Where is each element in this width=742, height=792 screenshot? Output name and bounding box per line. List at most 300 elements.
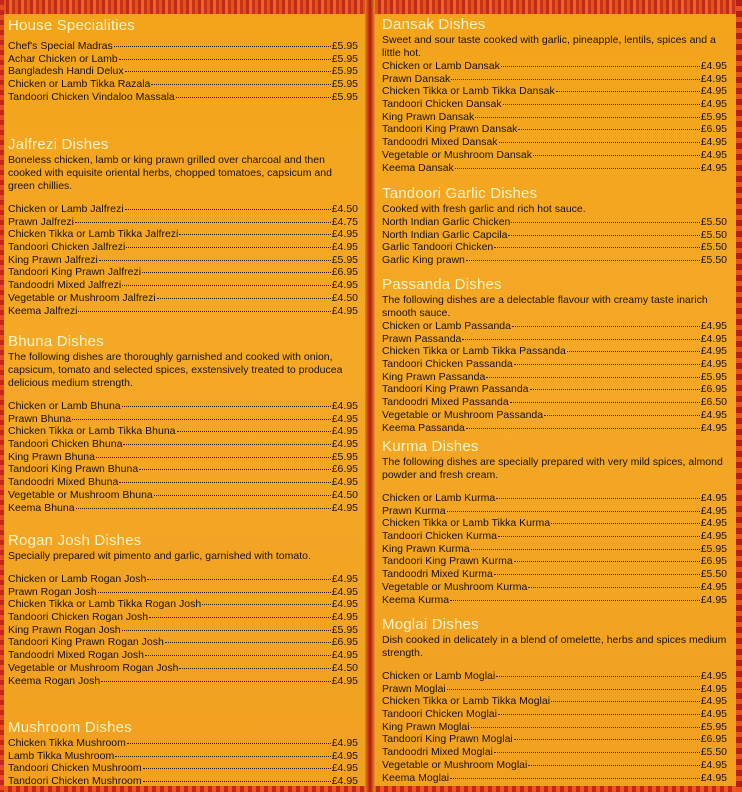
dot-leader	[151, 84, 330, 85]
menu-item-name: Bangladesh Handi Delux	[8, 65, 124, 78]
menu-item	[382, 695, 727, 708]
dot-leader	[528, 587, 699, 588]
menu-item-price: £6.95	[700, 555, 727, 568]
menu-item-price: £5.50	[700, 216, 727, 228]
menu-item-list	[382, 216, 727, 267]
menu-item	[8, 573, 358, 586]
menu-item-price: £6.95	[331, 463, 358, 476]
menu-item-price: £4.75	[331, 215, 358, 228]
dot-leader	[154, 495, 331, 496]
dot-leader	[99, 260, 331, 261]
menu-item-name: Chicken Tikka or Lamb Tikka Jalfrezi	[8, 228, 179, 241]
menu-item-price: £4.50	[331, 488, 358, 501]
menu-item-name: Chicken or Lamb Dansak	[382, 60, 500, 72]
menu-item-name: Chicken Tikka or Lamb Tikka Passanda	[382, 345, 566, 358]
menu-item	[382, 320, 727, 333]
dot-leader	[75, 222, 331, 223]
section-title: Mushroom Dishes	[8, 719, 132, 736]
menu-item-price: £4.95	[700, 670, 727, 682]
menu-item-price: £4.95	[700, 758, 727, 771]
dot-leader	[122, 406, 331, 407]
menu-item-price: £5.95	[700, 370, 727, 383]
section-title: Passanda Dishes	[382, 276, 502, 293]
menu-item	[382, 594, 727, 607]
dot-leader	[122, 285, 331, 286]
menu-item-price: £4.50	[331, 661, 358, 674]
section-mushroom-dishes	[8, 719, 358, 788]
menu-item-name: Chicken or Lamb Bhuna	[8, 400, 121, 412]
menu-item-name: Keema Jalfrezi	[8, 304, 78, 317]
menu-item-name: Prawn Jalfrezi	[8, 215, 74, 228]
menu-item-price: £5.50	[700, 254, 727, 267]
menu-item-price: £4.95	[700, 421, 727, 434]
section-title: Rogan Josh Dishes	[8, 532, 142, 549]
menu-item-name: Tandoori King Prawn Jalfrezi	[8, 266, 142, 279]
dot-leader	[165, 642, 331, 643]
menu-item	[382, 216, 727, 229]
menu-item-name: Tandoori Chicken Mushroom	[8, 775, 142, 788]
menu-item	[382, 555, 727, 568]
dot-leader	[498, 536, 700, 537]
menu-item-price: £5.95	[700, 720, 727, 733]
menu-item-name: Tandoodri Mixed Kurma	[382, 568, 493, 581]
dot-leader	[451, 79, 699, 80]
menu-item-price: £4.95	[700, 580, 727, 593]
menu-item-name: Tandoori King Prawn Passanda	[382, 383, 529, 396]
dot-leader	[512, 326, 700, 327]
menu-item-price: £4.95	[700, 771, 727, 784]
section-house-specialities	[8, 17, 358, 103]
menu-item-name: Keema Bhuna	[8, 501, 75, 514]
dot-leader	[125, 71, 331, 72]
menu-item-price: £5.95	[700, 110, 727, 123]
menu-item-name: North Indian Garlic Capcila	[382, 228, 508, 241]
menu-item-name: Prawn Bhuna	[8, 412, 72, 425]
dot-leader	[510, 402, 700, 403]
menu-item	[382, 333, 727, 346]
menu-item-name: Tandoodri Mixed Bhuna	[8, 476, 119, 489]
menu-item	[382, 396, 727, 409]
menu-item	[8, 611, 358, 624]
section-bhuna-dishes	[8, 333, 358, 514]
flame-border-right	[736, 0, 742, 792]
dot-leader	[98, 592, 331, 593]
menu-item-price: £4.95	[331, 476, 358, 489]
dot-leader	[76, 508, 331, 509]
dot-leader	[462, 339, 699, 340]
section-kurma-dishes	[382, 438, 727, 606]
menu-item-name: Vegetable or Mushroom Kurma	[382, 580, 528, 593]
section-moglai-dishes	[382, 616, 727, 784]
menu-item	[8, 737, 358, 750]
section-title: Jalfrezi Dishes	[8, 136, 109, 153]
menu-item-price: £4.95	[700, 530, 727, 543]
menu-item-price: £4.95	[700, 358, 727, 371]
menu-item	[8, 598, 358, 611]
dot-leader	[466, 260, 700, 261]
menu-item	[382, 530, 727, 543]
dot-leader	[466, 428, 700, 429]
menu-item	[8, 586, 358, 599]
menu-item-price: £5.95	[331, 450, 358, 463]
section-description: Cooked with fresh garlic and rich hot sauce.	[382, 203, 586, 215]
dot-leader	[127, 743, 331, 744]
menu-item	[382, 492, 727, 505]
section-title: Dansak Dishes	[382, 16, 486, 33]
menu-item-price: £6.95	[331, 266, 358, 279]
menu-item-name: Chicken or Lamb Moglai	[382, 670, 496, 682]
menu-item-price: £5.50	[700, 568, 727, 581]
menu-item-name: Tandoori Chicken Mushroom	[8, 762, 142, 775]
menu-item	[382, 581, 727, 594]
menu-item-price: £6.50	[700, 396, 727, 409]
menu-item-price: £4.95	[700, 148, 727, 161]
menu-item-price: £4.95	[700, 708, 727, 721]
menu-item	[382, 111, 727, 124]
dot-leader	[157, 298, 331, 299]
menu-item-name: Chicken Tikka or Lamb Tikka Bhuna	[8, 425, 176, 438]
dot-leader	[145, 655, 331, 656]
menu-item-price: £5.50	[700, 228, 727, 241]
menu-item-price: £4.95	[331, 749, 358, 762]
menu-item-name: Garlic Tandoori Chicken	[382, 241, 494, 254]
dot-leader	[494, 574, 700, 575]
menu-item-price: £6.95	[700, 733, 727, 746]
section-description: The following dishes are thoroughly garnished and cooked with onion, capsicum, tomato and selected spices, exstensively treated to producea delicious medium strength.	[8, 351, 343, 389]
menu-item-price: £4.95	[700, 161, 727, 174]
dot-leader	[499, 142, 700, 143]
menu-item-price: £4.95	[700, 593, 727, 606]
dot-leader	[508, 235, 699, 236]
menu-item-price: £4.95	[700, 695, 727, 708]
menu-item	[382, 98, 727, 111]
menu-item-name: Prawn Passanda	[382, 332, 462, 345]
dot-leader	[496, 676, 700, 677]
menu-item-name: Tandoodri Mixed Jalfrezi	[8, 279, 122, 292]
dot-leader	[96, 457, 331, 458]
section-description: Dish cooked in delicately in a blend of omelette, herbs and spices medium strength.	[382, 634, 727, 659]
menu-item-list	[8, 40, 358, 103]
menu-item	[8, 40, 358, 53]
menu-item-price: £4.95	[331, 762, 358, 775]
menu-item-name: Keema Passanda	[382, 421, 465, 434]
dot-leader	[115, 756, 331, 757]
menu-item-price: £5.95	[331, 253, 358, 266]
menu-item	[382, 371, 727, 384]
menu-item	[8, 624, 358, 637]
menu-item-price: £4.95	[331, 598, 358, 611]
menu-item-name: Tandoodri Mixed Rogan Josh	[8, 649, 144, 662]
menu-item-name: Chicken or Lamb Rogan Josh	[8, 573, 147, 585]
menu-item-price: £4.95	[331, 501, 358, 514]
menu-item-name: King Prawn Dansak	[382, 110, 475, 123]
dot-leader	[122, 630, 331, 631]
menu-item-price: £5.95	[700, 542, 727, 555]
menu-item-list	[382, 670, 727, 784]
menu-item-price: £5.95	[331, 623, 358, 636]
menu-item-price: £4.50	[331, 203, 358, 215]
menu-item-name: Garlic King prawn	[382, 254, 465, 267]
dot-leader	[511, 222, 699, 223]
menu-item-price: £4.95	[700, 517, 727, 530]
menu-item-price: £4.95	[331, 412, 358, 425]
menu-item-name: Keema Dansak	[382, 161, 454, 174]
menu-item-name: Tandoori Chicken Vindaloo Massala	[8, 90, 175, 103]
menu-item-name: Vegetable or Mushroom Passanda	[382, 408, 544, 421]
menu-item-name: Achar Chicken or Lamb	[8, 52, 118, 65]
menu-item	[382, 505, 727, 518]
menu-fold-divider	[365, 0, 375, 792]
menu-item-name: Chicken Tikka or Lamb Tikka Kurma	[382, 517, 551, 530]
menu-item-price: £4.95	[700, 320, 727, 332]
menu-item-price: £4.95	[331, 585, 358, 598]
section-rogan-josh-dishes	[8, 532, 358, 687]
menu-item-name: Tandoodri Mixed Dansak	[382, 136, 498, 149]
dot-leader	[518, 129, 699, 130]
menu-item-name: Tandoori Chicken Rogan Josh	[8, 611, 149, 624]
menu-item-name: Tandoori Chicken Passanda	[382, 358, 513, 371]
menu-item	[382, 409, 727, 422]
menu-item	[8, 53, 358, 66]
menu-item-price: £4.95	[700, 98, 727, 111]
menu-item-price: £4.50	[331, 291, 358, 304]
dot-leader	[514, 364, 700, 365]
menu-item-price: £5.95	[331, 40, 358, 52]
menu-item	[382, 746, 727, 759]
menu-item	[382, 241, 727, 254]
menu-item-name: Prawn Dansak	[382, 72, 451, 85]
dot-leader	[119, 59, 331, 60]
menu-item-price: £6.95	[331, 636, 358, 649]
menu-item	[8, 216, 358, 229]
section-description: Specially prepared wit pimento and garlic, garnished with tomato.	[8, 550, 311, 562]
section-passanda-dishes	[382, 276, 727, 434]
menu-item-name: Chicken or Lamb Tikka Razala	[8, 78, 151, 91]
menu-item-price: £4.95	[700, 136, 727, 149]
menu-item	[382, 670, 727, 683]
dot-leader	[496, 498, 700, 499]
menu-item-price: £4.95	[331, 228, 358, 241]
menu-item	[8, 228, 358, 241]
menu-item-name: Chicken or Lamb Jalfrezi	[8, 203, 124, 215]
menu-item-list	[382, 60, 727, 174]
menu-item	[8, 451, 358, 464]
menu-item-name: Tandoori Chicken Dansak	[382, 98, 502, 111]
menu-item-name: Tandoori Chicken Moglai	[382, 708, 497, 721]
menu-item-price: £4.95	[331, 438, 358, 451]
menu-item-name: Chicken Tikka or Lamb Tikka Dansak	[382, 85, 555, 98]
dot-leader	[514, 561, 700, 562]
dot-leader	[72, 419, 331, 420]
menu-item-name: King Prawn Kurma	[382, 542, 470, 555]
menu-item	[8, 78, 358, 91]
dot-leader	[551, 523, 700, 524]
dot-leader	[556, 91, 700, 92]
menu-item-price: £5.50	[700, 746, 727, 759]
menu-item-name: North Indian Garlic Chicken	[382, 216, 511, 228]
menu-item-price: £4.95	[331, 611, 358, 624]
dot-leader	[101, 681, 330, 682]
menu-item-name: Keema Rogan Josh	[8, 674, 101, 687]
menu-item-price: £4.95	[331, 674, 358, 687]
menu-item-price: £4.95	[331, 400, 358, 412]
menu-item	[382, 568, 727, 581]
dot-leader	[125, 209, 331, 210]
menu-item	[8, 649, 358, 662]
menu-item-price: £4.95	[700, 492, 727, 504]
menu-item-price: £4.95	[700, 504, 727, 517]
section-description: The following dishes are specially prepared with very mild spices, almond powder and fresh cream.	[382, 456, 723, 481]
menu-item-list	[8, 400, 358, 514]
menu-item	[8, 675, 358, 688]
section-jalfrezi-dishes	[8, 136, 358, 317]
menu-item	[382, 162, 727, 175]
dot-leader	[447, 689, 700, 690]
menu-item	[8, 241, 358, 254]
menu-item	[382, 229, 727, 242]
section-title: Tandoori Garlic Dishes	[382, 185, 538, 202]
dot-leader	[567, 351, 700, 352]
menu-item-name: Tandoori King Prawn Rogan Josh	[8, 636, 164, 649]
menu-item-price: £4.95	[331, 775, 358, 788]
menu-item	[382, 721, 727, 734]
menu-item	[382, 683, 727, 696]
menu-item-name: Tandoodri Mixed Moglai	[382, 746, 493, 759]
menu-item	[8, 438, 358, 451]
section-title: House Specialities	[8, 17, 135, 34]
menu-item	[8, 400, 358, 413]
dot-leader	[179, 234, 330, 235]
menu-item-name: King Prawn Bhuna	[8, 450, 95, 463]
dot-leader	[139, 469, 331, 470]
dot-leader	[450, 600, 700, 601]
menu-item-list	[382, 320, 727, 434]
menu-item-name: Tandoori Chicken Bhuna	[8, 438, 123, 451]
menu-item-name: Tandoori King Prawn Moglai	[382, 733, 513, 746]
section-dansak-dishes	[382, 16, 727, 174]
menu-item-name: Keema Kurma	[382, 593, 450, 606]
menu-item	[8, 413, 358, 426]
menu-item	[8, 305, 358, 318]
menu-item-price: £6.95	[700, 383, 727, 396]
dot-leader	[123, 444, 330, 445]
menu-item-price: £5.95	[331, 52, 358, 65]
menu-item-name: Prawn Kurma	[382, 504, 446, 517]
menu-item	[382, 60, 727, 73]
menu-item-price: £4.95	[331, 737, 358, 749]
menu-item	[382, 543, 727, 556]
menu-item-price: £4.95	[700, 60, 727, 72]
menu-item-name: Chicken or Lamb Kurma	[382, 492, 496, 504]
menu-item-name: Chicken Tikka Mushroom	[8, 737, 126, 749]
dot-leader	[176, 97, 331, 98]
menu-item-name: Chicken Tikka or Lamb Tikka Rogan Josh	[8, 598, 202, 611]
menu-item-name: Tandoori Chicken Kurma	[382, 530, 497, 543]
menu-item	[8, 662, 358, 675]
menu-item	[382, 149, 727, 162]
menu-item	[382, 517, 727, 530]
section-description: Sweet and sour taste cooked with garlic, pineapple, lentils, spices and a little hot.	[382, 34, 716, 59]
dot-leader	[551, 701, 700, 702]
menu-item-price: £4.95	[331, 279, 358, 292]
menu-item-price: £4.95	[700, 408, 727, 421]
menu-item	[8, 254, 358, 267]
menu-item-list	[8, 573, 358, 687]
dot-leader	[544, 415, 700, 416]
dot-leader	[447, 511, 700, 512]
dot-leader	[471, 727, 700, 728]
dot-leader	[530, 389, 700, 390]
menu-item-name: Prawn Moglai	[382, 682, 446, 695]
menu-item-list	[382, 492, 727, 606]
menu-item	[382, 708, 727, 721]
menu-item-price: £4.95	[331, 241, 358, 254]
menu-item-name: Keema Moglai	[382, 771, 450, 784]
menu-item-price: £4.95	[331, 304, 358, 317]
menu-item	[382, 254, 727, 267]
dot-leader	[533, 155, 700, 156]
menu-item-list	[8, 203, 358, 317]
dot-leader	[494, 247, 699, 248]
dot-leader	[486, 377, 699, 378]
menu-item-name: Vegetable or Mushroom Bhuna	[8, 488, 153, 501]
menu-item	[8, 65, 358, 78]
menu-item	[8, 762, 358, 775]
section-title: Kurma Dishes	[382, 438, 479, 455]
dot-leader	[119, 482, 330, 483]
menu-item-price: £4.95	[331, 573, 358, 585]
dot-leader	[475, 117, 700, 118]
menu-item-price: £5.95	[331, 90, 358, 103]
menu-item	[382, 772, 727, 785]
dot-leader	[498, 714, 700, 715]
menu-item-name: Lamb Tikka Mushroom	[8, 749, 115, 762]
menu-item-price: £4.95	[700, 72, 727, 85]
menu-item-name: Tandoori King Prawn Dansak	[382, 123, 518, 136]
menu-item	[8, 489, 358, 502]
dot-leader	[143, 768, 331, 769]
menu-item-name: Vegetable or Mushroom Jalfrezi	[8, 291, 156, 304]
dot-leader	[149, 617, 331, 618]
dot-leader	[501, 66, 700, 67]
section-title: Moglai Dishes	[382, 616, 479, 633]
menu-item-name: Tandoori King Prawn Kurma	[382, 555, 513, 568]
menu-item-price: £6.95	[700, 123, 727, 136]
menu-item-name: King Prawn Rogan Josh	[8, 623, 121, 636]
menu-item	[8, 502, 358, 515]
menu-item-price: £4.95	[700, 85, 727, 98]
dot-leader	[78, 311, 330, 312]
menu-item	[8, 463, 358, 476]
menu-item-price: £4.95	[700, 682, 727, 695]
menu-item-name: King Prawn Jalfrezi	[8, 253, 98, 266]
menu-item-price: £4.95	[331, 425, 358, 438]
menu-item	[8, 775, 358, 788]
menu-item-name: Tandoori King Prawn Bhuna	[8, 463, 139, 476]
menu-item-name: Chef's Special Madras	[8, 40, 113, 52]
dot-leader	[494, 752, 700, 753]
menu-item-price: £5.95	[331, 78, 358, 91]
menu-item	[382, 345, 727, 358]
dot-leader	[450, 778, 700, 779]
dot-leader	[179, 668, 330, 669]
dot-leader	[114, 46, 331, 47]
section-description: Boneless chicken, lamb or king prawn grilled over charcoal and then cooked with equisite oriental herbs, chopped tomatoes, capsicum and green chillies.	[8, 154, 332, 192]
menu-item-price: £4.95	[331, 649, 358, 662]
menu-item-list	[8, 737, 358, 788]
menu-item-price: £4.95	[700, 332, 727, 345]
menu-item	[382, 733, 727, 746]
